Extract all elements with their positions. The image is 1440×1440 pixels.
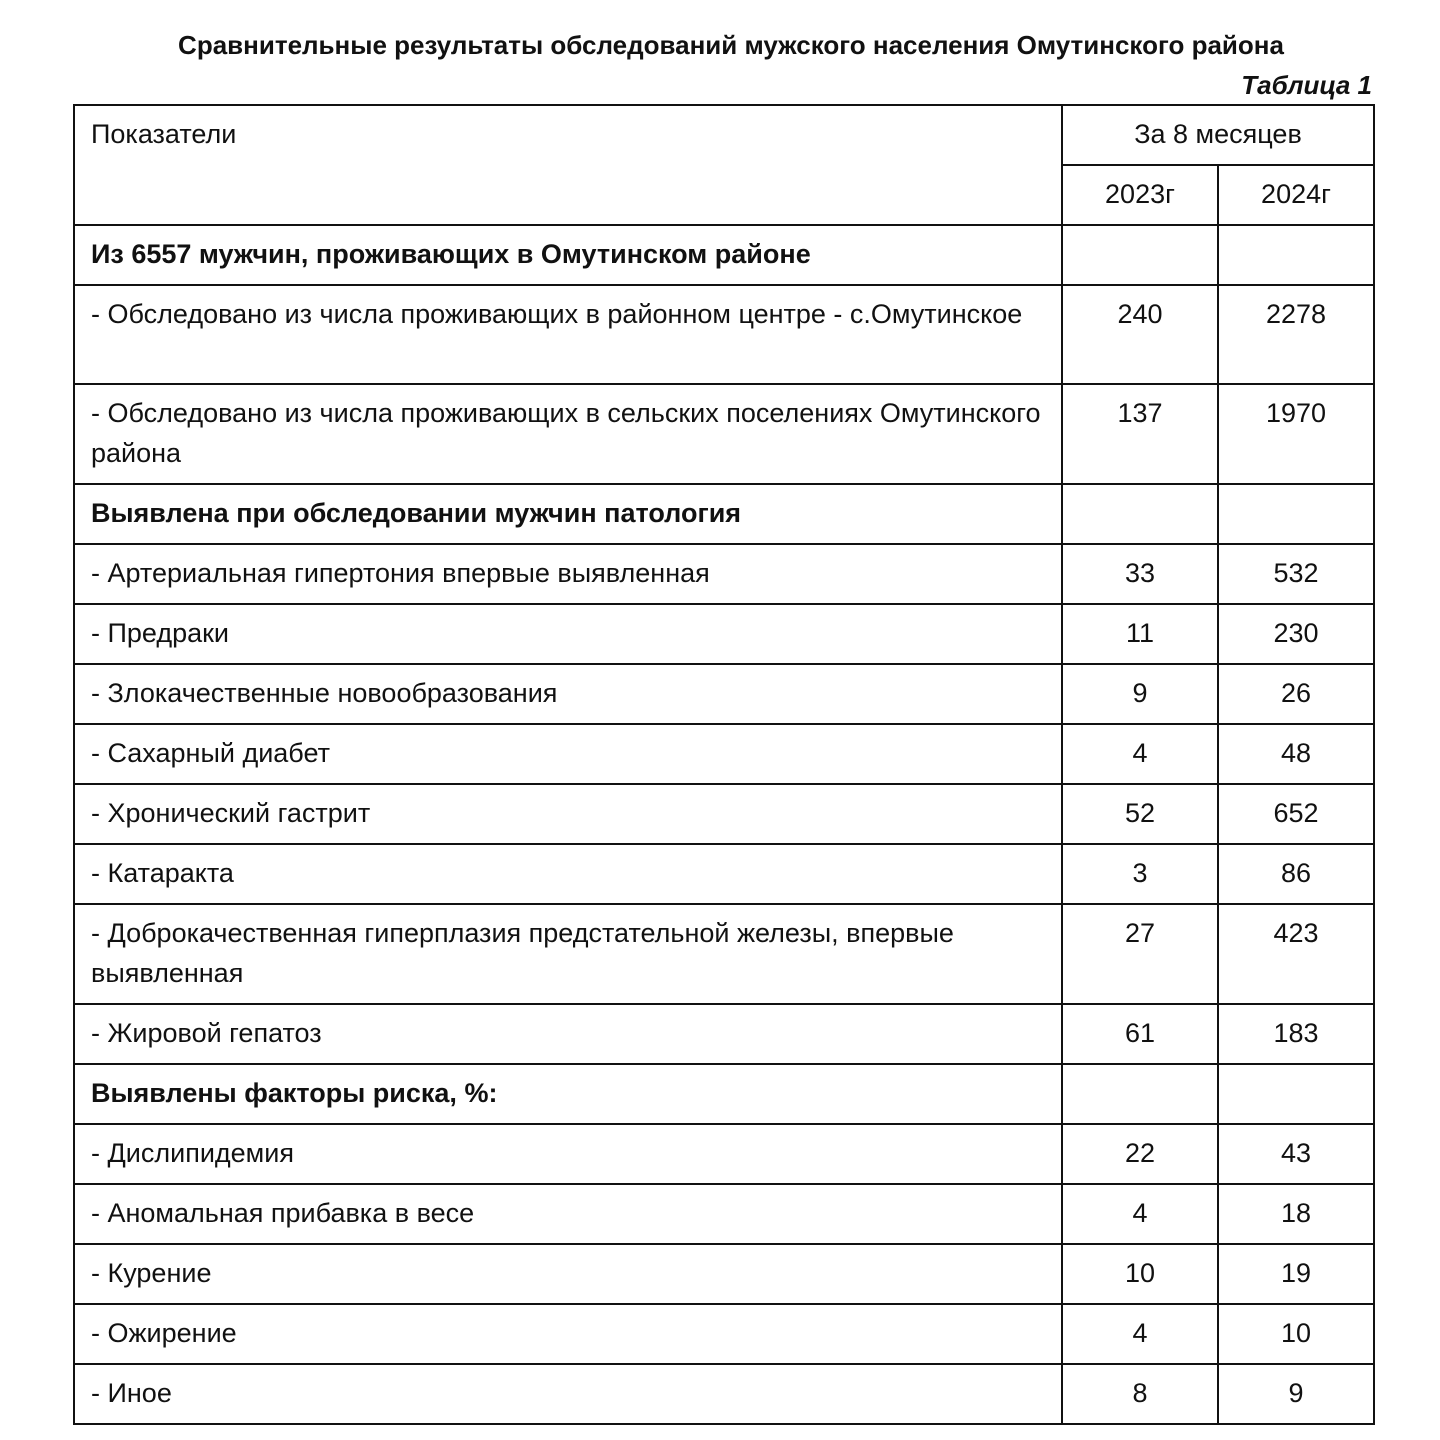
value-2024: 43 — [1218, 1124, 1374, 1184]
table-row — [74, 604, 1374, 664]
table-row — [74, 1304, 1374, 1364]
row-label: Из 6557 мужчин, проживающих в Омутинском районе — [74, 225, 1062, 285]
value-2023: 27 — [1062, 904, 1218, 1004]
table-row — [74, 544, 1374, 604]
row-label: - Обследовано из числа проживающих в районном центре - с.Омутинское — [74, 285, 1062, 384]
value-2024: 532 — [1218, 544, 1374, 604]
row-label: - Жировой гепатоз — [74, 1004, 1062, 1064]
value-2024: 86 — [1218, 844, 1374, 904]
row-label: - Хронический гастрит — [74, 784, 1062, 844]
row-label: - Аномальная прибавка в весе — [74, 1184, 1062, 1244]
value-2023: 52 — [1062, 784, 1218, 844]
table-row — [74, 1124, 1374, 1184]
value-2024: 1970 — [1218, 384, 1374, 484]
value-2023: 8 — [1062, 1364, 1218, 1424]
value-2024: 10 — [1218, 1304, 1374, 1364]
row-label: - Катаракта — [74, 844, 1062, 904]
value-2024: 48 — [1218, 724, 1374, 784]
table-row — [74, 784, 1374, 844]
value-2023 — [1062, 1064, 1218, 1124]
value-2024 — [1218, 1064, 1374, 1124]
comparison-table — [73, 104, 1375, 1425]
indicators-header: Показатели — [74, 105, 1062, 225]
table-row — [74, 1064, 1374, 1124]
row-label: - Обследовано из числа проживающих в сельских поселениях Омутинского района — [74, 384, 1062, 484]
year-2023-header: 2023г — [1062, 165, 1218, 225]
value-2024: 423 — [1218, 904, 1374, 1004]
period-header: За 8 месяцев — [1062, 105, 1374, 165]
value-2023: 4 — [1062, 1304, 1218, 1364]
value-2024: 230 — [1218, 604, 1374, 664]
row-label: - Предраки — [74, 604, 1062, 664]
row-label: - Артериальная гипертония впервые выявленная — [74, 544, 1062, 604]
value-2024 — [1218, 484, 1374, 544]
row-label: - Сахарный диабет — [74, 724, 1062, 784]
value-2024: 9 — [1218, 1364, 1374, 1424]
table-row — [74, 724, 1374, 784]
table-row — [74, 664, 1374, 724]
value-2023 — [1062, 484, 1218, 544]
table-row — [74, 1244, 1374, 1304]
row-label: - Иное — [74, 1364, 1062, 1424]
table-row — [74, 384, 1374, 484]
value-2023: 11 — [1062, 604, 1218, 664]
value-2023 — [1062, 225, 1218, 285]
value-2023: 10 — [1062, 1244, 1218, 1304]
table-row — [74, 1004, 1374, 1064]
value-2023: 22 — [1062, 1124, 1218, 1184]
value-2023: 33 — [1062, 544, 1218, 604]
value-2024: 19 — [1218, 1244, 1374, 1304]
table-row — [74, 904, 1374, 1004]
row-label: - Злокачественные новообразования — [74, 664, 1062, 724]
table-row — [74, 225, 1374, 285]
row-label: - Курение — [74, 1244, 1062, 1304]
year-2024-header: 2024г — [1218, 165, 1374, 225]
row-label: - Доброкачественная гиперплазия предстательной железы, впервые выявленная — [74, 904, 1062, 1004]
value-2023: 4 — [1062, 724, 1218, 784]
table-row — [74, 285, 1374, 384]
table-header-row — [74, 105, 1374, 165]
value-2023: 137 — [1062, 384, 1218, 484]
table-row — [74, 484, 1374, 544]
value-2023: 9 — [1062, 664, 1218, 724]
value-2023: 240 — [1062, 285, 1218, 384]
document-title: Сравнительные результаты обследований мужского населения Омутинского района — [178, 30, 1284, 60]
value-2024: 2278 — [1218, 285, 1374, 384]
table-label: Таблица 1 — [1241, 70, 1372, 100]
value-2024 — [1218, 225, 1374, 285]
row-label: Выявлена при обследовании мужчин патология — [74, 484, 1062, 544]
table-row — [74, 1184, 1374, 1244]
table-row — [74, 1364, 1374, 1424]
value-2024: 26 — [1218, 664, 1374, 724]
value-2024: 652 — [1218, 784, 1374, 844]
value-2023: 4 — [1062, 1184, 1218, 1244]
value-2023: 61 — [1062, 1004, 1218, 1064]
value-2024: 18 — [1218, 1184, 1374, 1244]
table-row — [74, 844, 1374, 904]
row-label: - Дислипидемия — [74, 1124, 1062, 1184]
row-label: Выявлены факторы риска, %: — [74, 1064, 1062, 1124]
value-2024: 183 — [1218, 1004, 1374, 1064]
value-2023: 3 — [1062, 844, 1218, 904]
row-label: - Ожирение — [74, 1304, 1062, 1364]
